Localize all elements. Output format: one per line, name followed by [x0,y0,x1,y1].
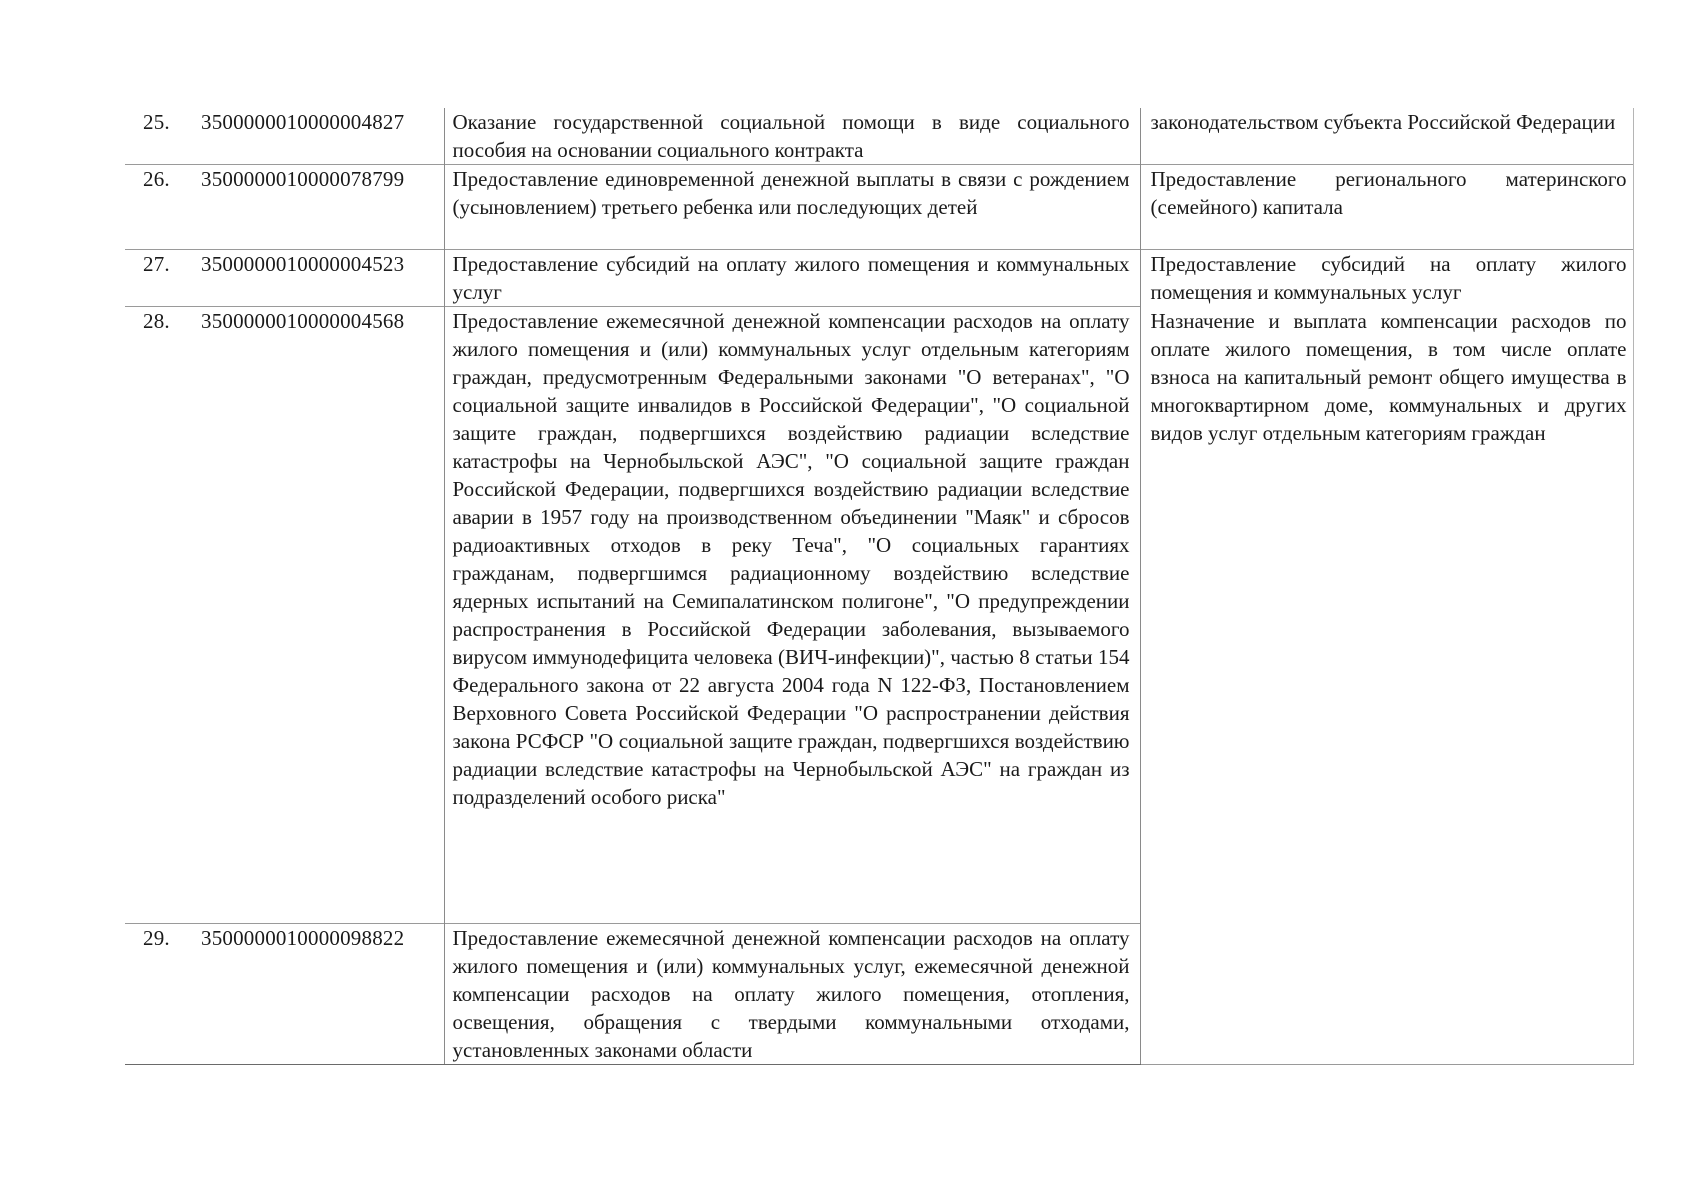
service-name: Предоставление ежемесячной денежной компенсации расходов на оплату жилого помещения и (или) коммунальных услуг, ежемесячной денежной компенсации расходов на оплату жилого помещения, отопления, освещения, обращения с твердыми коммунальными отходами, установленных законами области [444,924,1140,1065]
service-code: 3500000010000004827 [201,110,405,134]
service-name: Предоставление субсидий на оплату жилого помещения и коммунальных услуг [444,250,1140,307]
service-category: Предоставление субсидий на оплату жилого помещения и коммунальных услуг [1140,250,1633,307]
row-number: 26. [125,165,201,250]
table-row [125,250,1633,307]
service-name: Оказание государственной социальной помощи в виде социального пособия на основании социального контракта [444,108,1140,165]
services-table [125,108,1634,1065]
table-row [125,924,1633,1065]
service-code: 3500000010000004568 [201,307,444,924]
service-category: Назначение и выплата компенсации расходов по оплате жилого помещения, в том числе оплате взноса на капитальный ремонт общего имущества в многоквартирном доме, коммунальных и других видов услуг отдельным категориям граждан [1140,307,1633,924]
table-row [125,165,1633,250]
service-category [1140,924,1633,1065]
service-name: Предоставление ежемесячной денежной компенсации расходов на оплату жилого помещения и (или) коммунальных услуг отдельным категориям граждан, предусмотренным Федеральными законами "О ветеранах", "О социальной защите инвалидов в Российской Федерации", "О социальной защите граждан, подвергшихся воздействию радиации вследствие катастрофы на Чернобыльской АЭС", "О социальной защите граждан Российской Федерации, подвергшихся воздействию радиации вследствие аварии в 1957 году на производственном объединении "Маяк" и сбросов радиоактивных отходов в реку Теча", "О социальных гарантиях гражданам, подвергшимся радиационному воздействию вследствие ядерных испытаний на Семипалатинском полигоне", "О предупреждении распространения в Российской Федерации заболевания, вызываемого вирусом иммунодефицита человека (ВИЧ-инфекции)", частью 8 статьи 154 Федерального закона от 22 августа 2004 года N 122-ФЗ, Постановлением Верховного Совета Российской Федерации "О распространении действия закона РСФСР "О социальной защите граждан, подвергшихся воздействию радиации вследствие катастрофы на Чернобыльской АЭС" на граждан из подразделений особого риска" [444,307,1140,924]
row-number: 29. [125,924,201,1065]
service-category: законодательством субъекта Российской Федерации [1140,108,1633,165]
service-code: 3500000010000004523 [201,250,444,307]
service-name: Предоставление единовременной денежной выплаты в связи с рождением (усыновлением) третьего ребенка или последующих детей [444,165,1140,250]
table-row [125,108,1633,165]
service-code: 3500000010000098822 [201,924,444,1065]
row-number: 28. [125,307,201,924]
service-category: Предоставление регионального материнского (семейного) капитала [1140,165,1633,250]
service-code: 3500000010000078799 [201,165,444,250]
table-row [125,307,1633,924]
row-number: 25. [143,110,170,134]
row-number: 27. [125,250,201,307]
